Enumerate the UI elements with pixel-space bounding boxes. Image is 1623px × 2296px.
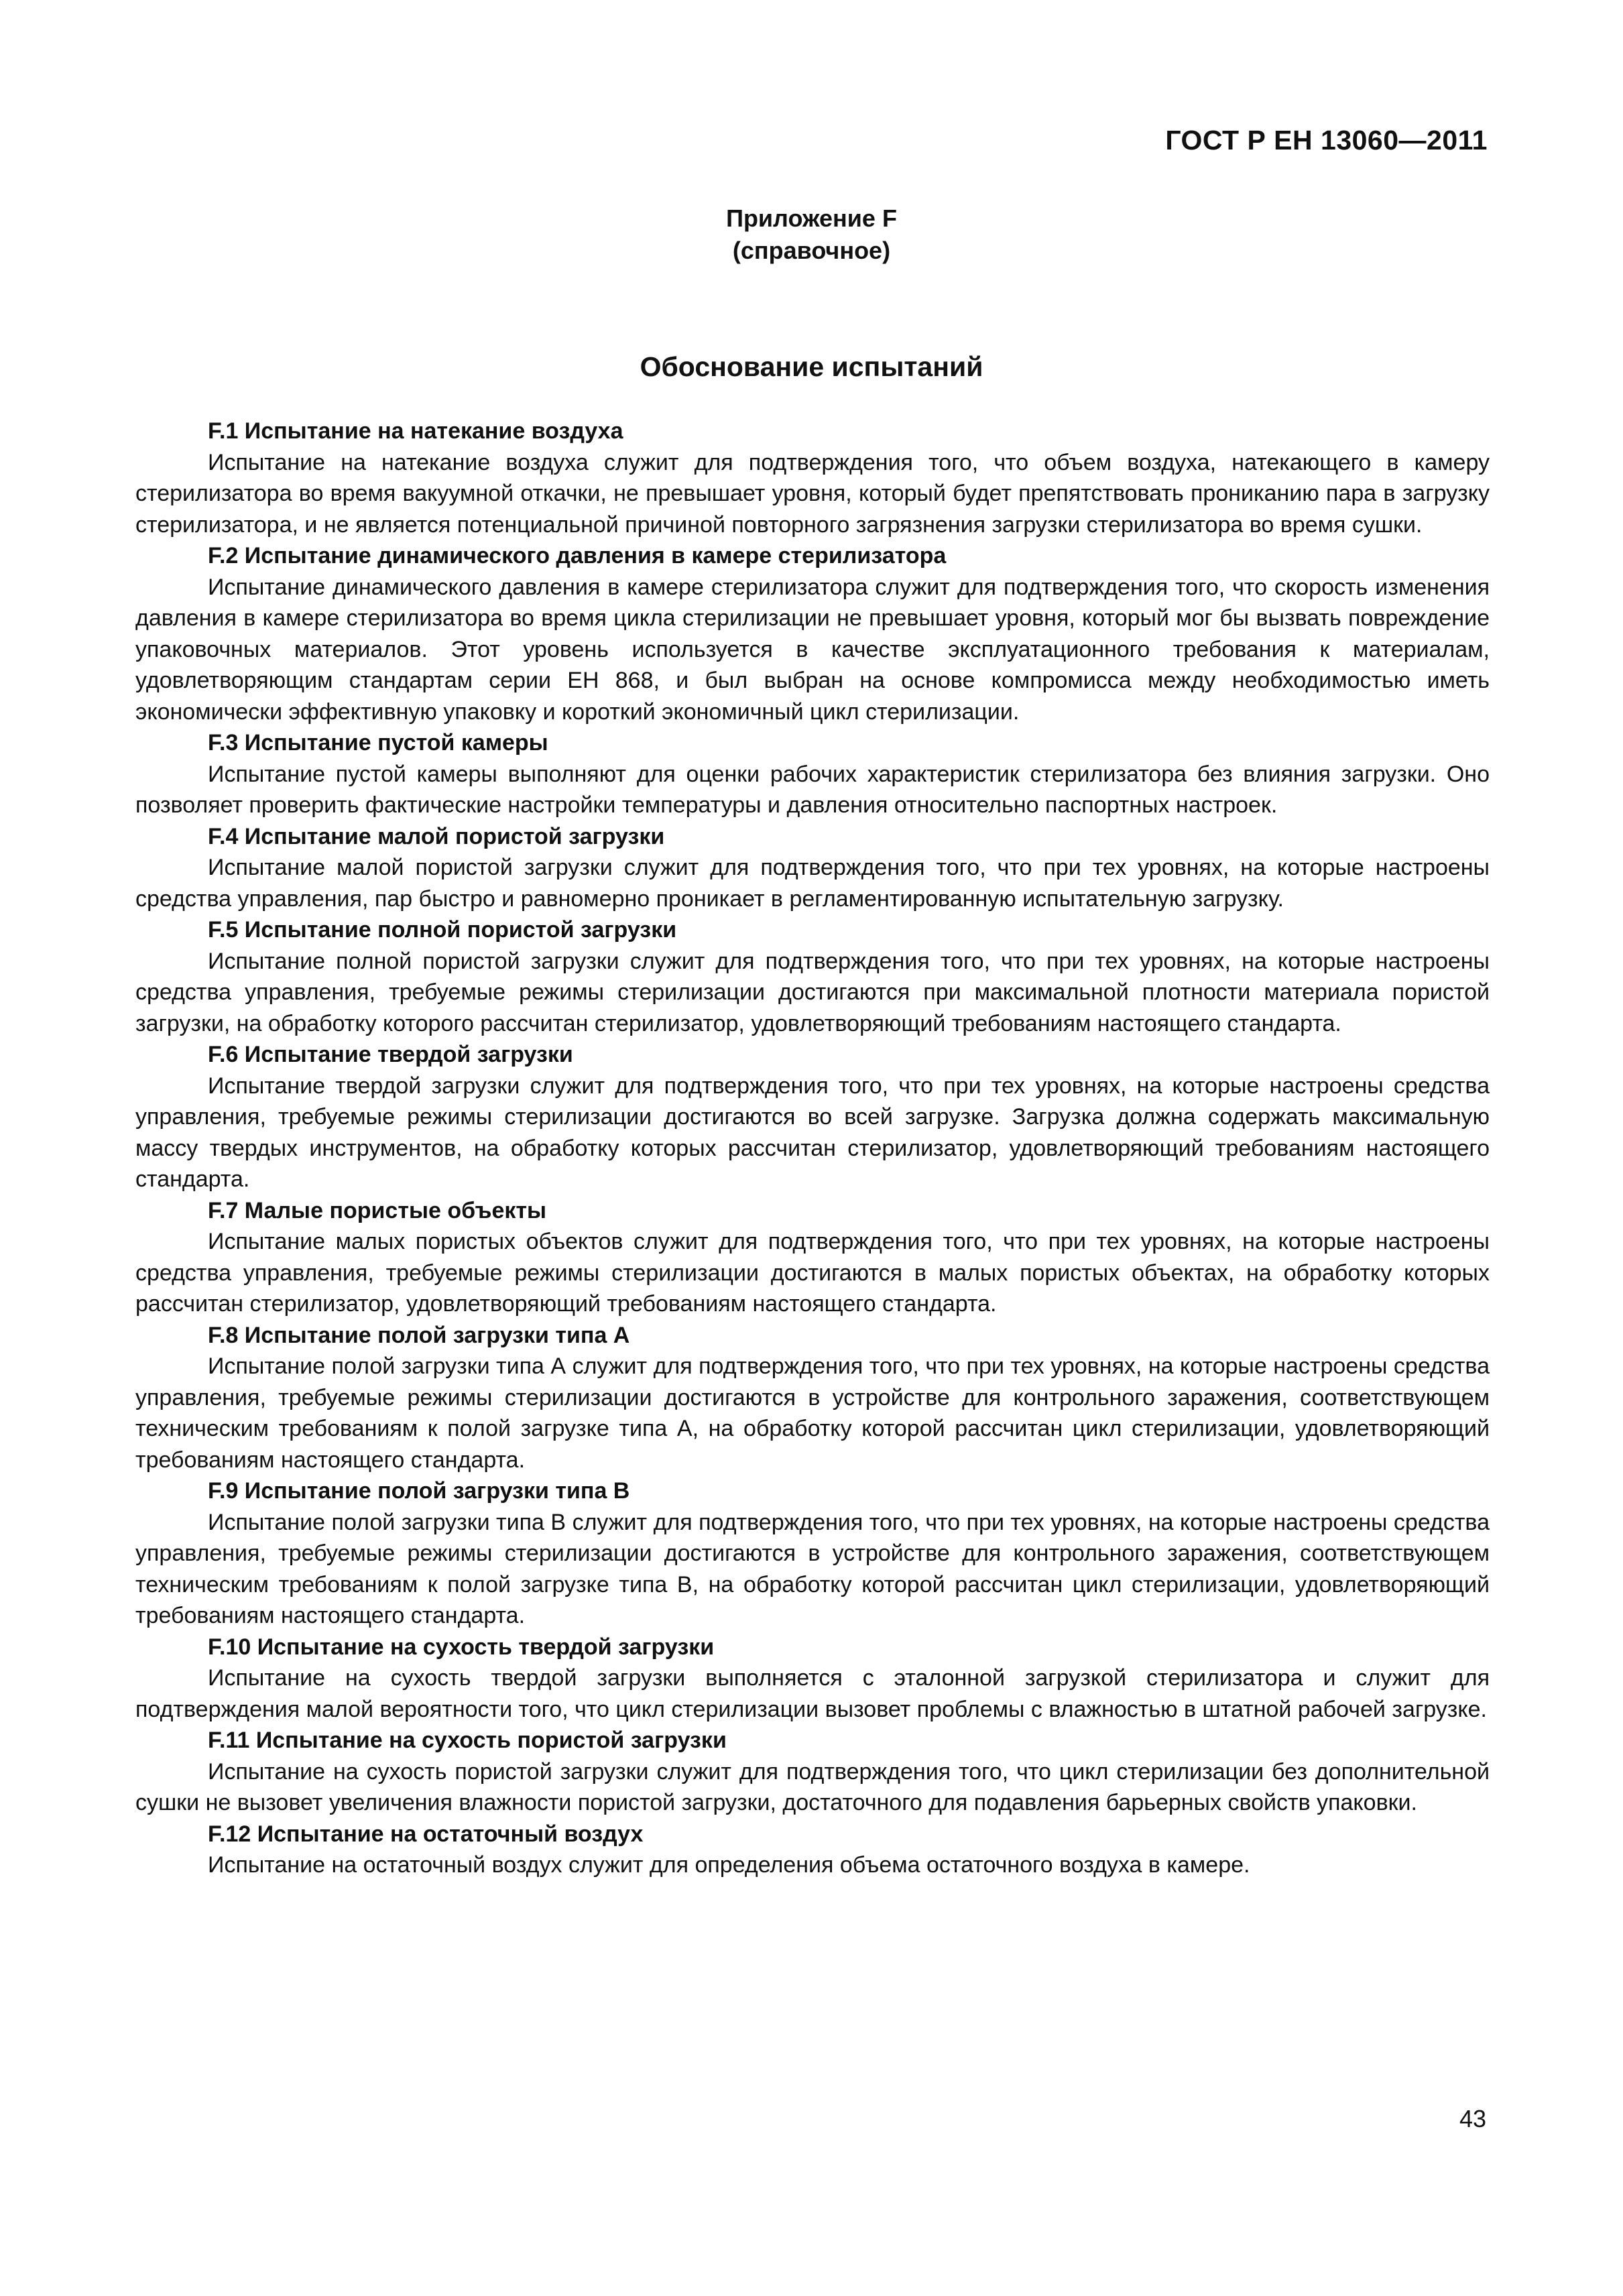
section-heading: F.11 Испытание на сухость пористой загрузки — [208, 1728, 727, 1753]
section-f2 — [135, 540, 1490, 727]
section-f4 — [135, 821, 1490, 915]
section-heading: F.1 Испытание на натекание воздуха — [208, 418, 623, 444]
section-heading: F.7 Малые пористые объекты — [208, 1197, 547, 1223]
section-body: Испытание на сухость твердой загрузки выполняется с эталонной загрузкой стерилизатора и служит для подтверждения малой вероятности того, что цикл стерилизации вызовет проблемы с влажностью в штатной рабочей загрузке. — [135, 1665, 1490, 1722]
annex-status: (справочное) — [732, 237, 891, 264]
section-body: Испытание на остаточный воздух служит для определения объема остаточного воздуха в камере. — [208, 1852, 1250, 1878]
section-heading: F.8 Испытание полой загрузки типа А — [208, 1322, 630, 1348]
page-number: 43 — [1459, 2105, 1486, 2132]
section-f1 — [135, 416, 1490, 540]
section-body: Испытание полой загрузки типа А служит для подтверждения того, что при тех уровнях, на которые настроены средства управления, требуемые режимы стерилизации достигаются в устройстве для контрольного заражения, соответствующем техническим требованиям к полой загрузке типа А, на обработку которой рассчитан цикл стерилизации, удовлетворяющий требованиям настоящего стандарта. — [135, 1353, 1490, 1473]
section-heading: F.5 Испытание полной пористой загрузки — [208, 917, 677, 943]
section-body: Испытание на сухость пористой загрузки служит для подтверждения того, что цикл стерилизации без дополнительной сушки не вызовет увеличения влажности пористой загрузки, достаточного для подавления барьерных свойств упаковки. — [135, 1758, 1490, 1815]
section-f6 — [135, 1039, 1490, 1195]
section-heading: F.10 Испытание на сухость твердой загрузки — [208, 1634, 715, 1660]
section-f11 — [135, 1725, 1490, 1819]
section-body: Испытание динамического давления в камере стерилизатора служит для подтверждения того, что скорость изменения давления в камере стерилизатора во время цикла стерилизации не превышает уровня, который мог бы вызвать повреждение упаковочных материалов. Этот уровень используется в качестве эксплуатационного требования к материалам, удовлетворяющим стандартам серии ЕН 868, и был выбран на основе компромисса между необходимостью иметь экономически эффективную упаковку и короткий экономичный цикл стерилизации. — [135, 574, 1490, 725]
section-heading: F.4 Испытание малой пористой загрузки — [208, 823, 665, 849]
section-f8 — [135, 1320, 1490, 1476]
page-title: Обоснование испытаний — [640, 351, 983, 382]
section-heading: F.12 Испытание на остаточный воздух — [208, 1821, 644, 1847]
annex-title: Приложение F — [726, 204, 897, 232]
section-f7 — [135, 1195, 1490, 1320]
section-heading: F.6 Испытание твердой загрузки — [208, 1042, 573, 1067]
section-body: Испытание полой загрузки типа В служит для подтверждения того, что при тех уровнях, на которые настроены средства управления, требуемые режимы стерилизации достигаются в устройстве для контрольного заражения, соответствующем техническим требованиям к полой загрузке типа В, на обработку которой рассчитан цикл стерилизации, удовлетворяющий требованиям настоящего стандарта. — [135, 1509, 1490, 1628]
section-heading: F.2 Испытание динамического давления в камере стерилизатора — [208, 543, 947, 568]
section-f9 — [135, 1475, 1490, 1632]
section-body: Испытание полной пористой загрузки служит для подтверждения того, что при тех уровнях, на которые настроены средства управления, требуемые режимы стерилизации достигаются при максимальной плотности материала пористой загрузки, на обработку которого рассчитан стерилизатор, удовлетворяющий требованиям настоящего стандарта. — [135, 948, 1490, 1036]
section-body: Испытание твердой загрузки служит для подтверждения того, что при тех уровнях, на которые настроены средства управления, требуемые режимы стерилизации достигаются во всей загрузке. Загрузка должна содержать максимальную массу твердых инструментов, на обработку которых рассчитан стерилизатор, удовлетворяющий требованиям настоящего стандарта. — [135, 1073, 1490, 1192]
section-f3 — [135, 727, 1490, 821]
section-body: Испытание малой пористой загрузки служит для подтверждения того, что при тех уровнях, на которые настроены средства управления, пар быстро и равномерно проникает в регламентированную испытательную загрузку. — [135, 855, 1490, 912]
sections-container — [135, 416, 1490, 1881]
section-body: Испытание малых пористых объектов служит для подтверждения того, что при тех уровнях, на которые настроены средства управления, требуемые режимы стерилизации достигаются в малых пористых объектах, на обработку которых рассчитан стерилизатор, удовлетворяющий требованиям настоящего стандарта. — [135, 1229, 1490, 1317]
annex-label — [0, 202, 1623, 267]
document-code: ГОСТ Р ЕН 13060—2011 — [1165, 125, 1488, 156]
section-f5 — [135, 914, 1490, 1039]
section-f10 — [135, 1632, 1490, 1726]
section-body: Испытание на натекание воздуха служит для подтверждения того, что объем воздуха, натекающего в камеру стерилизатора во время вакуумной откачки, не превышает уровня, который будет препятствовать прониканию пара в загрузку стерилизатора, и не является потенциальной причиной повторного загрязнения загрузки стерилизатора во время сушки. — [135, 449, 1490, 538]
section-heading: F.3 Испытание пустой камеры — [208, 730, 548, 756]
section-f12 — [135, 1819, 1490, 1881]
section-heading: F.9 Испытание полой загрузки типа В — [208, 1478, 630, 1504]
section-body: Испытание пустой камеры выполняют для оценки рабочих характеристик стерилизатора без влияния загрузки. Оно позволяет проверить фактические настройки температуры и давления относительно паспортных настроек. — [135, 761, 1490, 818]
